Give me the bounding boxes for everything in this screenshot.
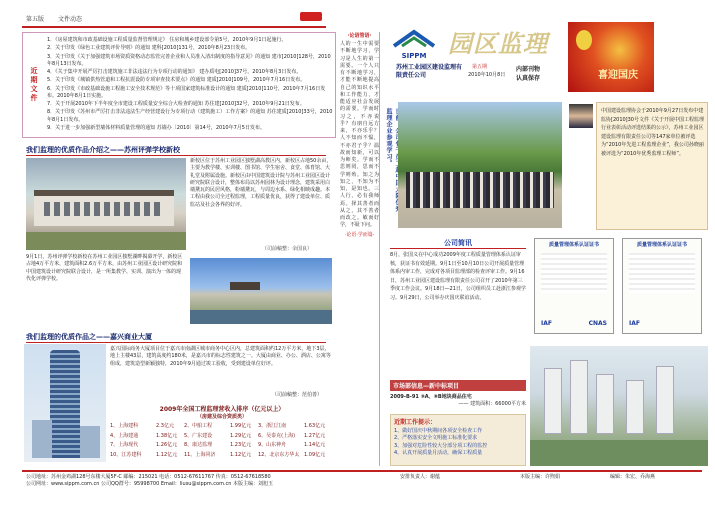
- school-body: 新校区位于苏州工业园区独墅湖高教区内，新校区占地50余亩，主要为教学楼、实训楼、图书馆、学生宿舍、食堂、体育馆、大礼堂及附属设施。新校区由中国建筑设计院与苏州工业园区设计研究院联合设计，整体布局以苏州园林为设计理念，建筑采用白墙黛瓦的民居风格，粉墙黛瓦，与周边水系、绿化相映成趣。本工程由我公司全过程监理，工程质量优良，获得了建设单位、质监站及社会各界的好评。: [190, 158, 332, 208]
- masthead-internal: 内部刊物: [516, 66, 541, 73]
- company-news-body: 8月，张国义在中心成功2009年度工程质量管理体系认证审核，获证书有效延期。9月1日至10月10日公司开展质量管理体系内审工作，完成对各项目监理部的检查评审工作。9月16日，苏州工业园区建设监理有限责任公司召开了2010年第三季度工作会议。9月18日—21日，公司组织员工赴浙江参观学习。9月29日，公司举办庆国庆联谊活动。: [390, 252, 526, 301]
- analects-note: ·论语·学而篇·: [344, 231, 375, 238]
- ranking-company: 3、浙江江南: [258, 423, 287, 429]
- reminders-heading: 近期工作提示：: [394, 419, 437, 426]
- company-news: [390, 238, 526, 376]
- ranking-company: 5、广东建设: [184, 432, 213, 439]
- residential-rendering: [530, 346, 708, 466]
- ranking-value: 1.14亿元: [304, 442, 326, 448]
- reminder-item: 2、严格落实安全文明施工标准化要求: [394, 435, 478, 442]
- certificates: [530, 238, 708, 338]
- ranking-value: 1.09亿元: [304, 451, 326, 458]
- footer-left: [26, 474, 356, 489]
- group-photo: [398, 102, 562, 228]
- reminder-item: 3、加强对危险性较大分部分项工程的监控: [394, 442, 488, 449]
- school-article: [22, 142, 336, 326]
- ranking-row: [110, 451, 334, 461]
- section-label: 文件动态: [58, 16, 83, 23]
- issue-label: 第五版: [26, 16, 45, 23]
- work-reminders: [390, 414, 526, 466]
- iaf-badge: IAF: [541, 320, 552, 327]
- ranking-value: 1.99亿元: [230, 423, 252, 429]
- masthead-keep: 认真保存: [516, 75, 541, 82]
- ranking-subtitle: （房建及综合资质类）: [196, 414, 247, 420]
- award-portrait: [569, 104, 593, 128]
- group-photo-caption: 监理企业参观学习。: [385, 108, 392, 167]
- ranking-company: 10、江苏建科: [110, 451, 142, 458]
- ranking-table: [110, 404, 334, 462]
- certificate-title: 质量管理体系认证证书: [636, 242, 687, 248]
- market-detail: —— 建筑面积：66000平方米: [458, 401, 526, 408]
- ranking-value: 2.3亿元: [156, 423, 174, 429]
- ranking-rows: [110, 422, 334, 460]
- doc-item[interactable]: 8．关于印发《苏州市严厉打击非法违法生产经营建设行为专项行动（建筑施工）工作方案》的通知 苏住建质[2010]33号，2010年8月1日发布。: [47, 109, 333, 123]
- tower-body: 嘉兴国际商务大厦项目位于嘉兴市南湖区城市商务中心区内，总建筑面积约12万平方米，地下3层，地上主楼43层，建筑高度约180米，是嘉兴市的标志性建筑之一。大厦由商业、办公、酒店、公寓等组成，建筑造型新颖独特，2010年9月通过竣工验收，受到建设单位好评。: [110, 346, 331, 367]
- ranking-title: 2009年全国工程监理营收入排序（亿元以上）: [159, 406, 285, 413]
- national-day-banner: [568, 22, 654, 92]
- reminder-item: 4、认真开展质量月活动，确保工程质量: [394, 449, 483, 456]
- footer-contact: 公司网址：www.sippm.com.cn 公司QQ群号：95998700 Email：liusu@sippm.com.cn 本版主编：刘旭玉: [26, 481, 274, 488]
- ranking-value: 1.23亿元: [230, 442, 252, 448]
- ranking-company: 12、北京东方华太: [258, 451, 300, 458]
- award-news-box: [596, 102, 708, 230]
- ranking-value: 1.12亿元: [156, 451, 178, 458]
- page-header: [22, 12, 326, 26]
- ranking-company: 4、上海建通: [110, 432, 139, 439]
- lantern-icon: [576, 30, 592, 50]
- footer-right2: 编辑：朱宏、乔海燕: [610, 474, 656, 480]
- ranking-value: 1.27亿元: [304, 432, 326, 439]
- cnas-badge: CNAS: [588, 320, 607, 327]
- market-project: 2009-B-91 ⑨A、⑧B地块商品住宅: [390, 394, 472, 400]
- ranking-row: [110, 432, 334, 442]
- analects-column: [340, 32, 380, 466]
- footer-mid: 安排负责人：谢蕴: [400, 474, 441, 480]
- ranking-value: 1.26亿元: [156, 442, 178, 448]
- school-caption: （司前稿整：余国良）: [262, 246, 313, 252]
- school-photo-caption: 9月1日，苏州评弹学校新校在苏州工业园区独墅湖畔揭幕开学，新校区占地4万平方米，建筑面积2.6万平方米，由苏州工业园区设计研究院和中国建筑设计研究院联合设计，是一所集教学、实训、演出为一体的现代化评弹学校。: [26, 254, 183, 282]
- ranking-row: [110, 441, 334, 451]
- award-news-text: 中国建设监理协会于2010年9月27日发布中建监协[2010]30号文件《关于开展中国工程监理行业表彰活动评选结果的公示》，苏州工业园区建设监理有限责任公司等147家单位被评选为“2010年先进工程监理企业”，我公司孙晓丽被评选为“2010年优秀监理工程师”。: [601, 108, 704, 157]
- header-rule: [22, 26, 326, 28]
- ranking-value: 1.12亿元: [230, 451, 252, 458]
- tower-caption: （司前稿整：范伯善）: [272, 392, 323, 398]
- iaf-badge: IAF: [629, 320, 640, 327]
- festival-text: 喜迎国庆: [598, 70, 638, 81]
- recent-docs-label: 近期文件: [30, 67, 38, 103]
- certificate-2: [622, 238, 702, 334]
- ranking-company: 7、上海现代: [110, 442, 139, 448]
- certificate-title: 质量管理体系认证证书: [548, 242, 599, 248]
- ranking-company: 8、康达监理: [184, 442, 213, 448]
- doc-item[interactable]: 1．《房屋建筑和市政基础设施工程质量监督管理规定》 住房和城乡建设部令第5号，2010年9月1日起施行。: [47, 37, 287, 43]
- tower-title: 我们监理的优质作品之——嘉兴商业大厦: [26, 332, 326, 343]
- sippm-logo-text: SIPPM: [401, 52, 427, 60]
- footer-rule: [22, 470, 702, 472]
- school-garden-photo: [190, 258, 332, 324]
- ranking-value: 1.63亿元: [304, 423, 326, 429]
- doc-item[interactable]: 6．关于印发《市政基础设施工程施工安全技术规范》等十项国家建筑标准设计的通知 建质[2010]110号，2010年7月16日发布。2010年8月1日实施。: [47, 85, 326, 99]
- doc-item[interactable]: 5．关于印发《城镇供热管道和工程抗震设防专项审查技术要点》的通知 建质[2010]109号，2010年7月16日发布。: [47, 77, 306, 84]
- ranking-value: 1.29亿元: [230, 432, 252, 439]
- market-heading: 市场部信息—新中标项目: [390, 380, 526, 391]
- ranking-company: 2、中船工程: [184, 423, 213, 429]
- tower-photo: [24, 344, 106, 462]
- doc-item[interactable]: 9．关于进一步加强新型墙体材料质量管理的通知 苏墙办〔2010〕第14号，2010年7月5日发布。: [47, 124, 265, 131]
- school-building-photo: [26, 158, 186, 250]
- sippm-logo: [392, 28, 436, 62]
- masthead-issue: 第五期: [472, 64, 488, 70]
- reminder-item: 1、做好国庆中秋期间各项安全检查工作: [394, 428, 483, 434]
- masthead-title: 园区监理: [448, 29, 548, 58]
- ranking-value: 1.38亿元: [156, 432, 178, 439]
- masthead-date: 2010年10月8日: [468, 72, 506, 78]
- header-badge: [300, 12, 322, 21]
- analects-body: 人的一生中需要不断地学习，学习是人生的第一需要。一个人只有不断地学习，才能不断地提高自己的知识水平和工作能力，才能适应社会发展的需要。学而时习之，不亦说乎？有朋自远方来，不亦乐乎？人不知而不愠，不亦君子乎？温故而知新，可以为师矣。学而不思则罔，思而不学则殆。知之为知之，不知为不知，是知也。三人行，必有我师焉。择其善者而从之，其不善者而改之。敏而好学，不耻下问。: [340, 41, 379, 229]
- analects-heading: ·论语管语·: [347, 33, 372, 39]
- company-news-heading: 公司简讯: [390, 238, 526, 249]
- recent-docs-panel: [22, 32, 336, 138]
- doc-item[interactable]: 2．关于印发《绿色工业建筑评价导则》的通知 建科[2010]131号，2010年8月23日发布。: [47, 45, 251, 52]
- masthead-company: 苏州工业园区建设监理有限责任公司: [396, 64, 463, 80]
- footer-right1: 本版主编：许煦娟: [520, 474, 561, 480]
- footer-address: 公司地址：苏州金鸡湖128号东楼大厦5F-C 邮编：215021 电话：0512-67611767 传真：0512-67618580: [26, 474, 271, 480]
- ranking-company: 6、吴泰克(上海): [258, 432, 296, 439]
- ranking-row: [110, 422, 334, 432]
- recent-docs-list: [47, 37, 333, 132]
- masthead: [388, 18, 564, 92]
- school-title: 我们监理的优质作品介绍之——苏州评弹学校新校: [26, 145, 326, 156]
- doc-item[interactable]: 7．关于开展2010年下半年度全市建设工程质量安全综合大检查的通知 苏住建[2010]32号，2010年9月21日发布。: [47, 101, 305, 107]
- market-info: [390, 380, 526, 412]
- ranking-company: 11、上海同济: [184, 451, 216, 458]
- doc-item[interactable]: 3．关于印发《关于加强建筑市场资质资格动态监管完善企业和人员准入清出制度的指导意见》的通知 建市[2010]128号，2010年8月13日发布。: [47, 53, 331, 67]
- certificate-1: [534, 238, 614, 334]
- ranking-company: 9、山东神舟: [258, 442, 287, 448]
- doc-item[interactable]: 4．《关于集中开展严厉打击建筑施工非法违法行为专项行动的通知》 建办质电[2010]37号，2010年8月3日发布。: [47, 69, 302, 75]
- ranking-company: 1、上海建科: [110, 423, 139, 429]
